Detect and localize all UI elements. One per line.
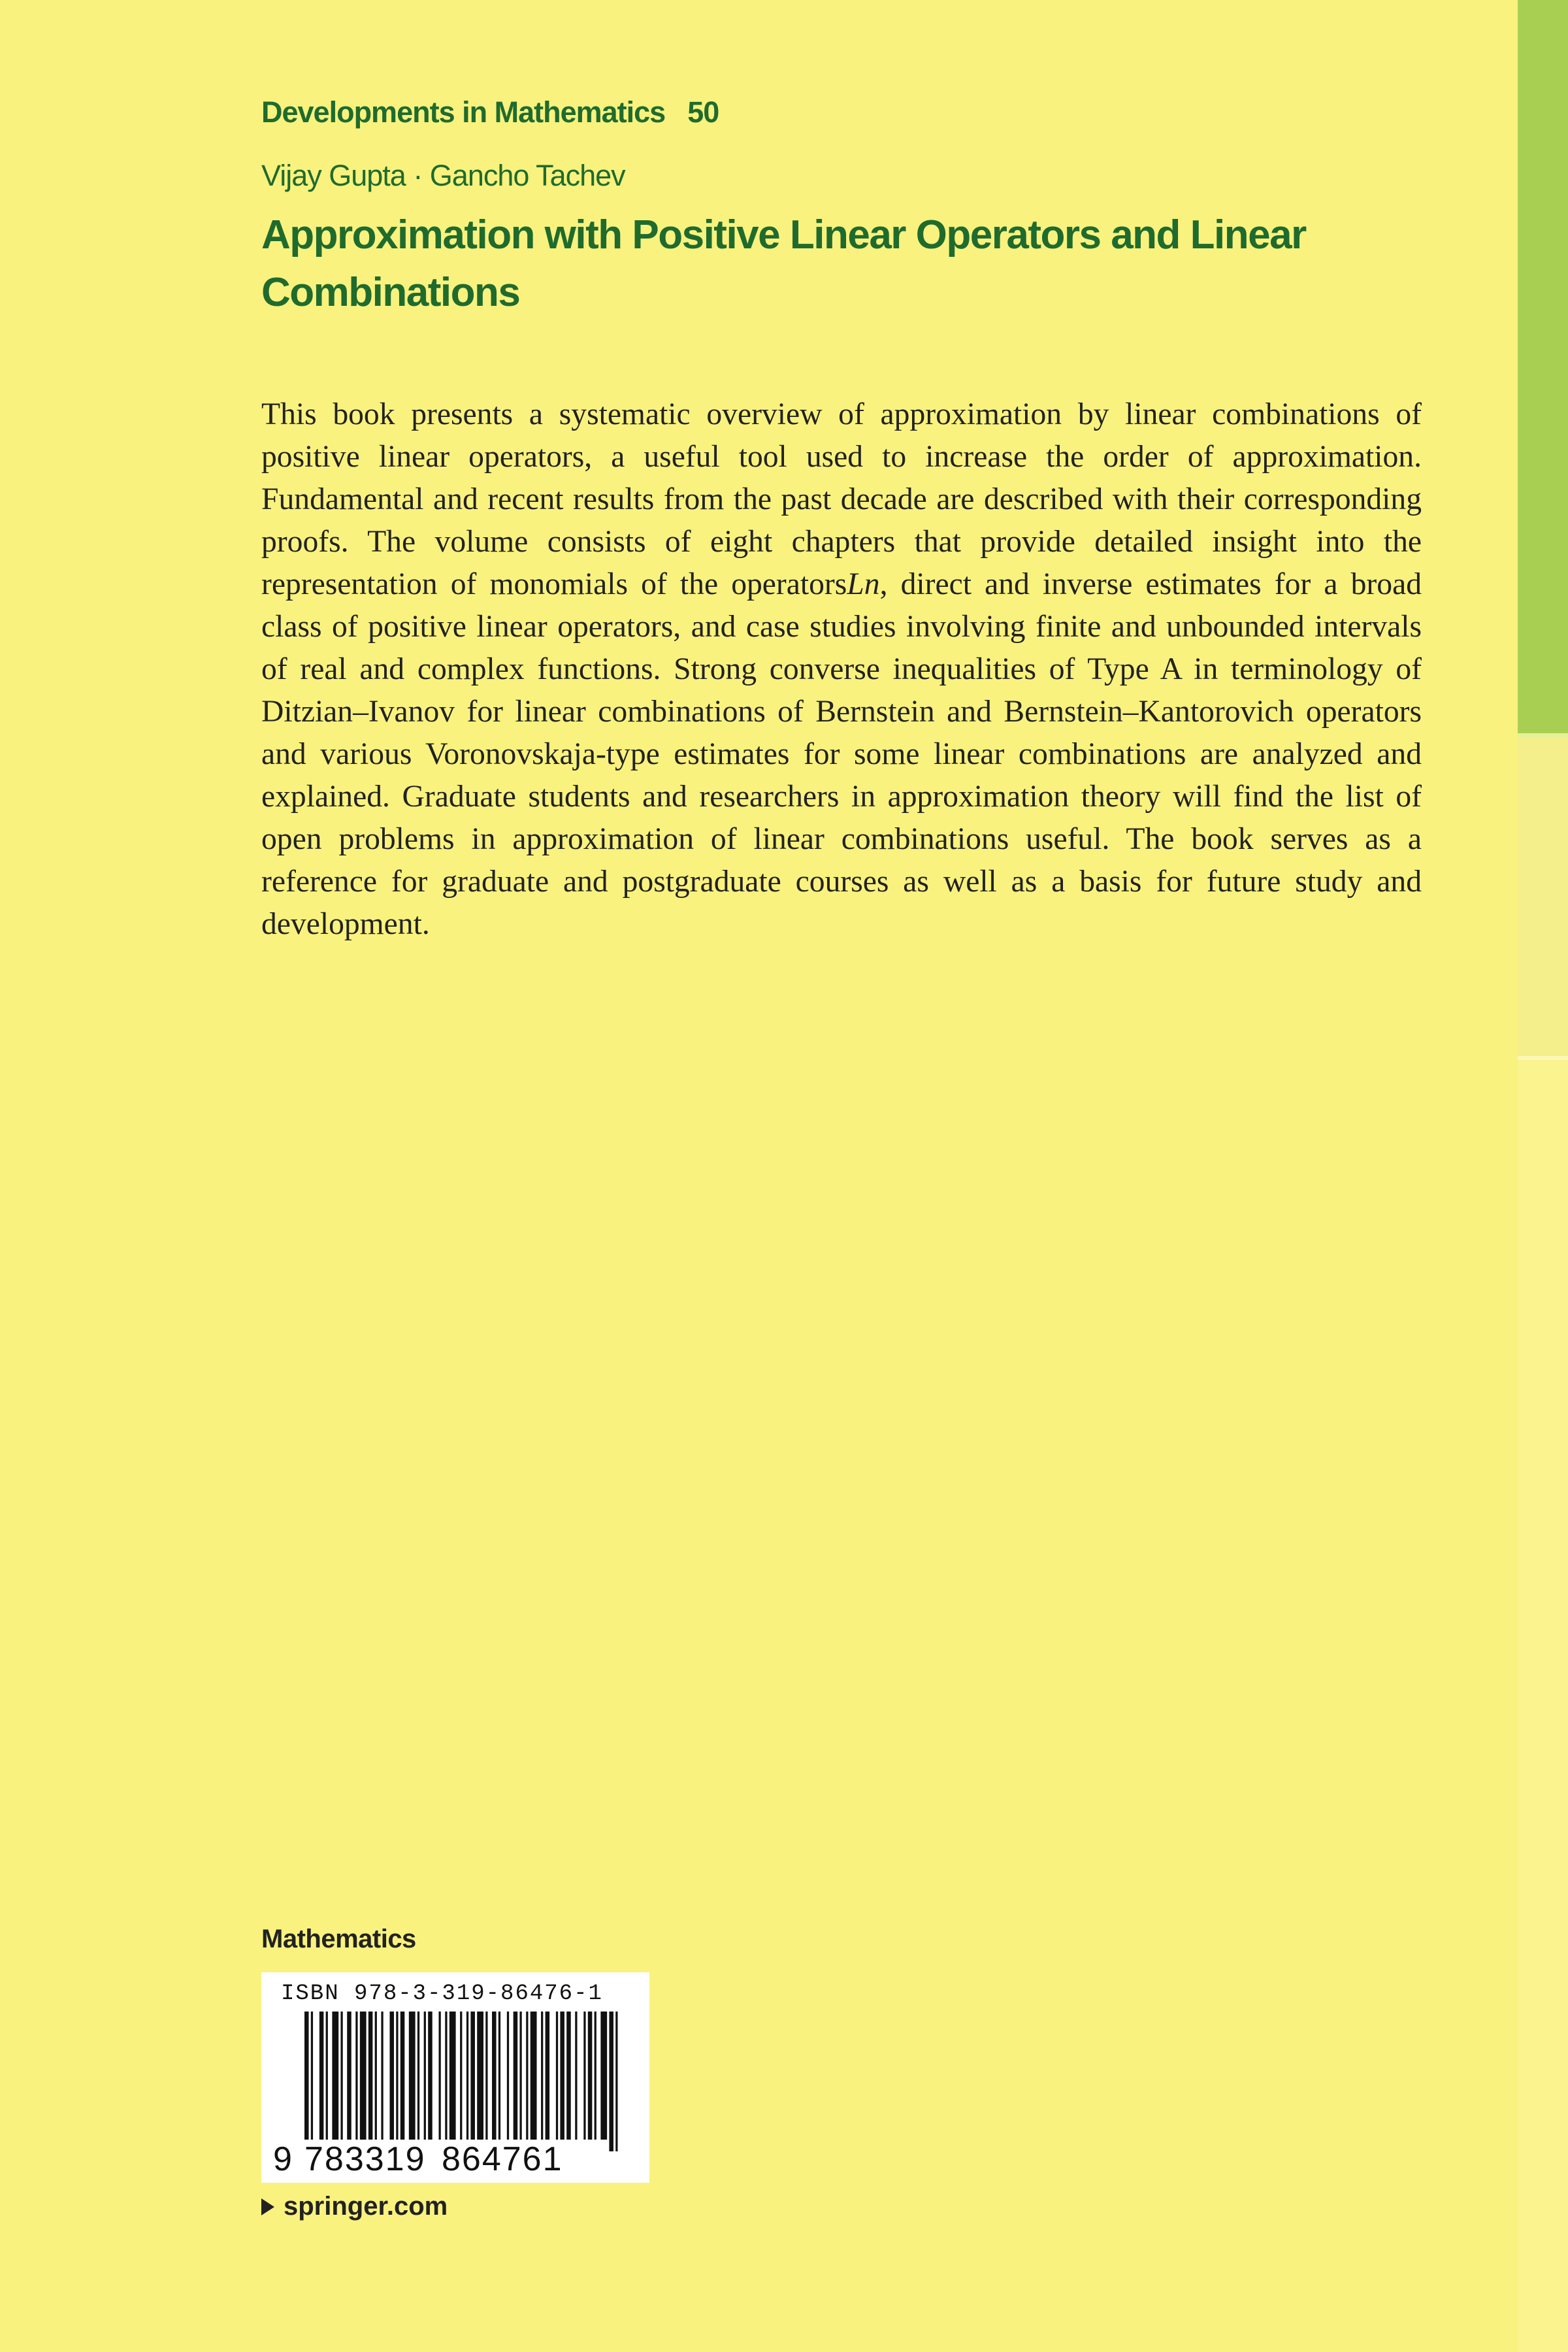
book-title-line: Approximation with Positive Linear Operators and Linear [261,212,1306,257]
barcode-bar [556,2012,558,2140]
subject-category: Mathematics [261,1925,416,1953]
barcode-bar [400,2012,405,2140]
series-name: Developments in Mathematics [261,95,666,129]
barcode-bar [492,2012,497,2140]
barcode-bar [409,2012,416,2140]
arrow-right-icon [261,2198,274,2215]
barcode-bar [381,2012,383,2140]
barcode-bar [526,2012,528,2140]
description-text: This book presents a systematic overview of approximation by linear combinations of positive linear operators, a useful tool used to increase the order of approximation. Fundamental and recent results from the past decade are described with their corresponding proofs. The volume consists of eight chapters that provide detailed insight into the representation of monomials of the operators [261,397,1422,601]
barcode-bar [595,2012,596,2140]
barcode-bar [541,2012,543,2140]
barcode-bar [460,2012,462,2151]
book-title [261,207,1307,322]
ean-left-group: 783319 [302,2140,429,2179]
barcode-bar [396,2012,398,2140]
barcode-bar [498,2012,500,2140]
barcode-bar [319,2012,324,2140]
book-description [261,393,1422,946]
barcode-bar [466,2012,468,2151]
barcode-bar [311,2012,313,2151]
barcode-bar [326,2012,328,2140]
publisher-link-label: springer.com [284,2192,448,2221]
barcode-bar [546,2012,550,2140]
isbn-barcode [261,1972,649,2183]
barcode-bar [340,2012,342,2140]
barcode-bar [389,2012,394,2140]
ean-digits [273,2140,639,2179]
barcode-bar [588,2012,593,2140]
barcode-bar [417,2012,419,2140]
edge-strip-green [1518,0,1568,733]
isbn-label: ISBN 978-3-319-86476-1 [281,1981,603,2006]
barcode-bar [507,2012,509,2140]
publisher-link[interactable] [261,2192,448,2221]
barcode-bar [424,2012,426,2140]
ean-first-digit: 9 [273,2140,293,2178]
barcode-bar [449,2012,456,2140]
series-heading [261,95,719,129]
barcode-bar [575,2012,577,2140]
edge-strip-yellow [1518,737,1568,1056]
barcode-bar [514,2012,518,2140]
series-number: 50 [687,95,719,129]
barcode-bar [615,2012,617,2151]
barcode-bar [566,2012,571,2140]
barcode-bar [531,2012,537,2140]
barcode-bar [583,2012,585,2140]
ean-right-group: 864761 [439,2140,566,2179]
book-title-line: Combinations [261,270,520,315]
barcode-bar [485,2012,487,2140]
barcode-bar [304,2012,309,2151]
barcode-bar [360,2012,367,2140]
barcode-bar [600,2012,607,2140]
edge-strip-pale [1518,1060,1568,2352]
barcode-bar [428,2012,433,2140]
description-italic-term: Ln [847,567,880,601]
barcode-bar [375,2012,377,2140]
barcode-icon [304,2012,622,2151]
description-text: , direct and inverse estimates for a broad class of positive linear operators, and case studies involving finite and unbounded intervals of real and complex functions. Strong converse inequalities of Type A in terminology of Ditzian–Ivanov for linear combinations of Bernstein and Bernstein–Kantorovich operators and various Voronovskaja-type estimates for some linear combinations are analyzed and explained. Graduate students and researchers in approximation theory will find the list of open problems in approximation of linear combinations useful. The book serves as a reference for graduate and postgraduate courses as well as a basis for future study and development. [261,567,1422,941]
barcode-bar [355,2012,357,2140]
barcode-bar [347,2012,351,2140]
barcode-bar [445,2012,447,2140]
barcode-bar [560,2012,564,2140]
barcode-bar [368,2012,373,2140]
barcode-bar [332,2012,338,2140]
barcode-bar [519,2012,521,2140]
barcode-bar [609,2012,613,2151]
barcode-bar [470,2012,475,2151]
book-authors: Vijay Gupta · Gancho Tachev [261,159,625,192]
barcode-bar [477,2012,483,2140]
barcode-bar [438,2012,440,2140]
